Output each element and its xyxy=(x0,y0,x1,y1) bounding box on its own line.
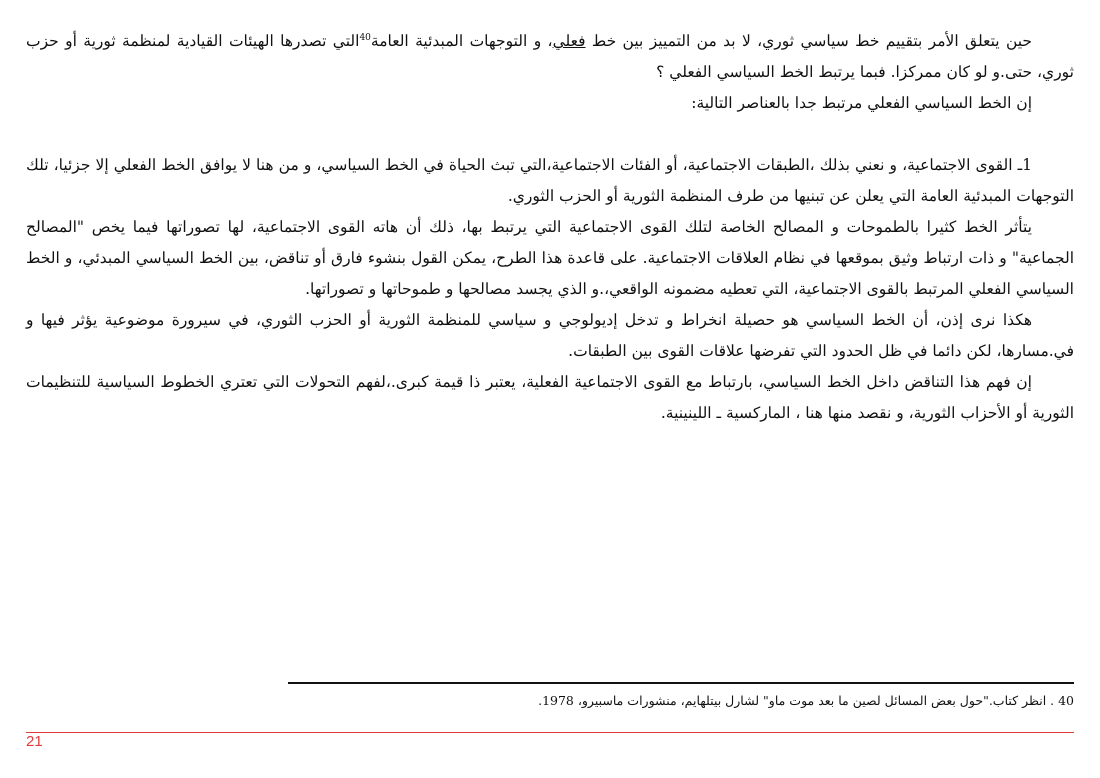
paragraph-2: إن الخط السياسي الفعلي مرتبط جدا بالعناصر التالية: xyxy=(691,94,1032,112)
footnote-divider xyxy=(288,682,1074,684)
footnote-reference[interactable]: 40 xyxy=(359,32,371,43)
page-footer-line xyxy=(26,732,1074,733)
paragraph-1-part-b: ، و التوجهات المبدئية العامة xyxy=(370,32,553,50)
paragraph-1 xyxy=(26,26,1074,88)
paragraph-gap xyxy=(26,119,1074,150)
paragraph-1-part-a: حين يتعلق الأمر بتقييم خط سياسي ثوري، لا بد من التمييز بين خط xyxy=(585,32,1033,50)
paragraph-1-part-c: التي تصدرها الهيئات القيادية لمنظمة ثورية أو حزب ثوري، حتى.و لو كان ممركزا. فبما يرتبط الخط السياسي الفعلي ؟ xyxy=(26,32,1074,81)
footnote-40: 40 . انظر كتاب."حول بعض المسائل لصين ما بعد موت ماو" لشارل بيتلهايم، منشورات ماسبيرو، 1978. xyxy=(538,693,1074,708)
paragraph-6: إن فهم هذا التناقض داخل الخط السياسي، بارتباط مع القوى الاجتماعية الفعلية، يعتبر ذا قيمة كبرى.،لفهم التحولات التي تعتري الخطوط السياسية للتنظيمات الثورية أو الأحزاب الثورية، و نقصد منها هنا ، الماركسية ـ اللينينية. xyxy=(26,373,1074,422)
paragraph-3: 1ـ القوى الاجتماعية، و نعني بذلك ،الطبقات الاجتماعية، أو الفئات الاجتماعية،التي تبث الحياة في الخط السياسي، و من هنا لا يوافق الخط الفعلي إلا جزئيا، تلك التوجهات المبدئية العامة التي يعلن عن تبنيها من طرف المنظمة الثورية أو الحزب الثوري. xyxy=(26,156,1074,205)
underlined-word: فعلي xyxy=(552,32,586,50)
page-number: 21 xyxy=(26,733,43,750)
paragraph-5: هكذا نرى إذن، أن الخط السياسي هو حصيلة انخراط و تدخل إديولوجي و سياسي للمنظمة الثورية أو الحزب الثوري، في سيرورة موضوعية يؤثر فيها و في.مسارها، لكن دائما في ظل الحدود التي تفرضها علاقات القوى بين الطبقات. xyxy=(26,311,1074,360)
body-text xyxy=(26,26,1074,429)
paragraph-4: يتأثر الخط كثيرا بالطموحات و المصالح الخاصة لتلك القوى الاجتماعية التي يرتبط بها، ذلك أن هاته القوى الاجتماعية، لها تصوراتها فيما يخص "المصالح الجماعية" و ذات ارتباط وثيق بموقعها في نظام العلاقات الاجتماعية. على قاعدة هذا الطرح، يمكن القول بنشوء فارق أو تناقض، بين الخط السياسي المبدئي، و الخط السياسي الفعلي المرتبط بالقوى الاجتماعية، التي تعطيه مضمونه الواقعي،.و الذي يجسد مصالحها و طموحاتها و تصوراتها. xyxy=(26,218,1074,298)
